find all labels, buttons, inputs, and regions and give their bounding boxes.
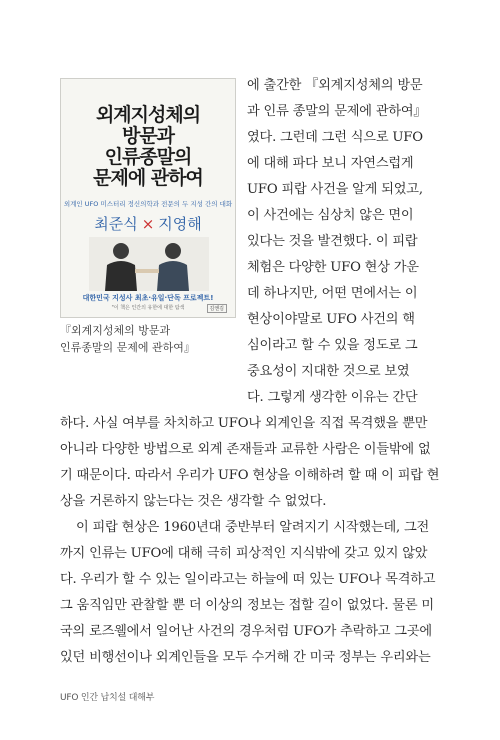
- body-line: 과 인류 종말의 문제에 관하여』: [247, 104, 427, 119]
- cover-author-1: 최준식: [94, 215, 138, 233]
- cover-authors: [61, 213, 235, 234]
- body-line: UFO 피랍 사건을 알게 되었고,: [247, 182, 423, 197]
- cover-title-line: 문제에 관하여: [93, 167, 203, 189]
- body-line: 심이라고 할 수 있을 정도로 그: [247, 338, 418, 353]
- body-line: 다. 우리가 할 수 있는 일이라고는 하늘에 떠 있는 UFO나 목격하고: [60, 572, 436, 587]
- cover-title-line: 인류종말의: [104, 146, 192, 168]
- book-cover-image: [60, 78, 236, 318]
- cover-quote: "이 책은 인간의 유한에 대한 탐색: [111, 305, 185, 311]
- cover-cross-mark: ×: [141, 215, 155, 233]
- caption-line: 인류종말의 문제에 관하여』: [60, 341, 195, 354]
- cover-subtitle: 외계인 UFO 미스터리 정신의학과 전문의 두 지성 간의 대화: [63, 200, 233, 208]
- caption-line: 『외계지성체의 방문과: [60, 324, 171, 337]
- body-line: 있던 비행선이나 외계인들을 모두 수거해 간 미국 정부는 우리와는: [60, 650, 431, 665]
- body-line: 이 사건에는 심상치 않은 면이: [247, 208, 414, 223]
- cover-publisher-logo: 김앤김: [207, 304, 228, 313]
- cover-tagline: 대한민국 지성사 최초·유일·단독 프로젝트!: [82, 294, 214, 302]
- body-line: 국의 로즈웰에서 일어난 사건의 경우처럼 UFO가 추락하고 그곳에: [60, 624, 432, 639]
- body-line: 아니라 다양한 방법으로 외계 존재들과 교류한 사람은 이들밖에 없: [60, 442, 431, 457]
- body-line: 있다는 것을 발견했다. 이 피랍: [247, 234, 418, 249]
- body-line: 다. 그렇게 생각한 이유는 간단: [247, 390, 418, 405]
- body-line: 그 움직임만 관찰할 뿐 더 이상의 정보는 접할 길이 없었다. 물론 미: [60, 598, 434, 613]
- cover-title-line: 외계지성체의: [95, 104, 201, 126]
- paragraph-first-line: 이 피랍 현상은 1960년대 중반부터 알려지기 시작했는데, 그전: [76, 520, 430, 535]
- running-footer: UFO 인간 납치설 대해부: [60, 693, 155, 703]
- body-line: 까지 인류는 UFO에 대해 극히 피상적인 지식밖에 갖고 있지 않았: [60, 546, 428, 561]
- body-line: 에 대해 파다 보니 자연스럽게: [247, 156, 414, 171]
- body-line: 에 출간한 『외계지성체의 방문: [247, 78, 423, 93]
- body-line: 현상이야말로 UFO 사건의 핵: [247, 312, 415, 327]
- body-line: 상을 거론하지 않는다는 것은 생각할 수 없었다.: [60, 494, 327, 509]
- figure-caption: [60, 322, 240, 356]
- body-line: 기 때문이다. 따라서 우리가 UFO 현상을 이해하려 할 때 이 피랍 현: [60, 468, 440, 483]
- body-line: 였다. 그런데 그런 식으로 UFO: [247, 130, 423, 145]
- body-line: 중요성이 지대한 것으로 보였: [247, 364, 410, 379]
- cover-author-2: 지영해: [158, 215, 202, 233]
- cover-title: [61, 105, 235, 189]
- body-line: 데 하나지만, 어떤 면에서는 이: [247, 286, 418, 301]
- body-line: 하다. 사실 여부를 차치하고 UFO나 외계인을 직접 목격했을 뿐만: [60, 416, 428, 431]
- cover-photo-two-men: [89, 237, 209, 291]
- cover-title-line: 방문과: [121, 125, 175, 147]
- body-line: 체험은 다양한 UFO 현상 가운: [247, 260, 419, 275]
